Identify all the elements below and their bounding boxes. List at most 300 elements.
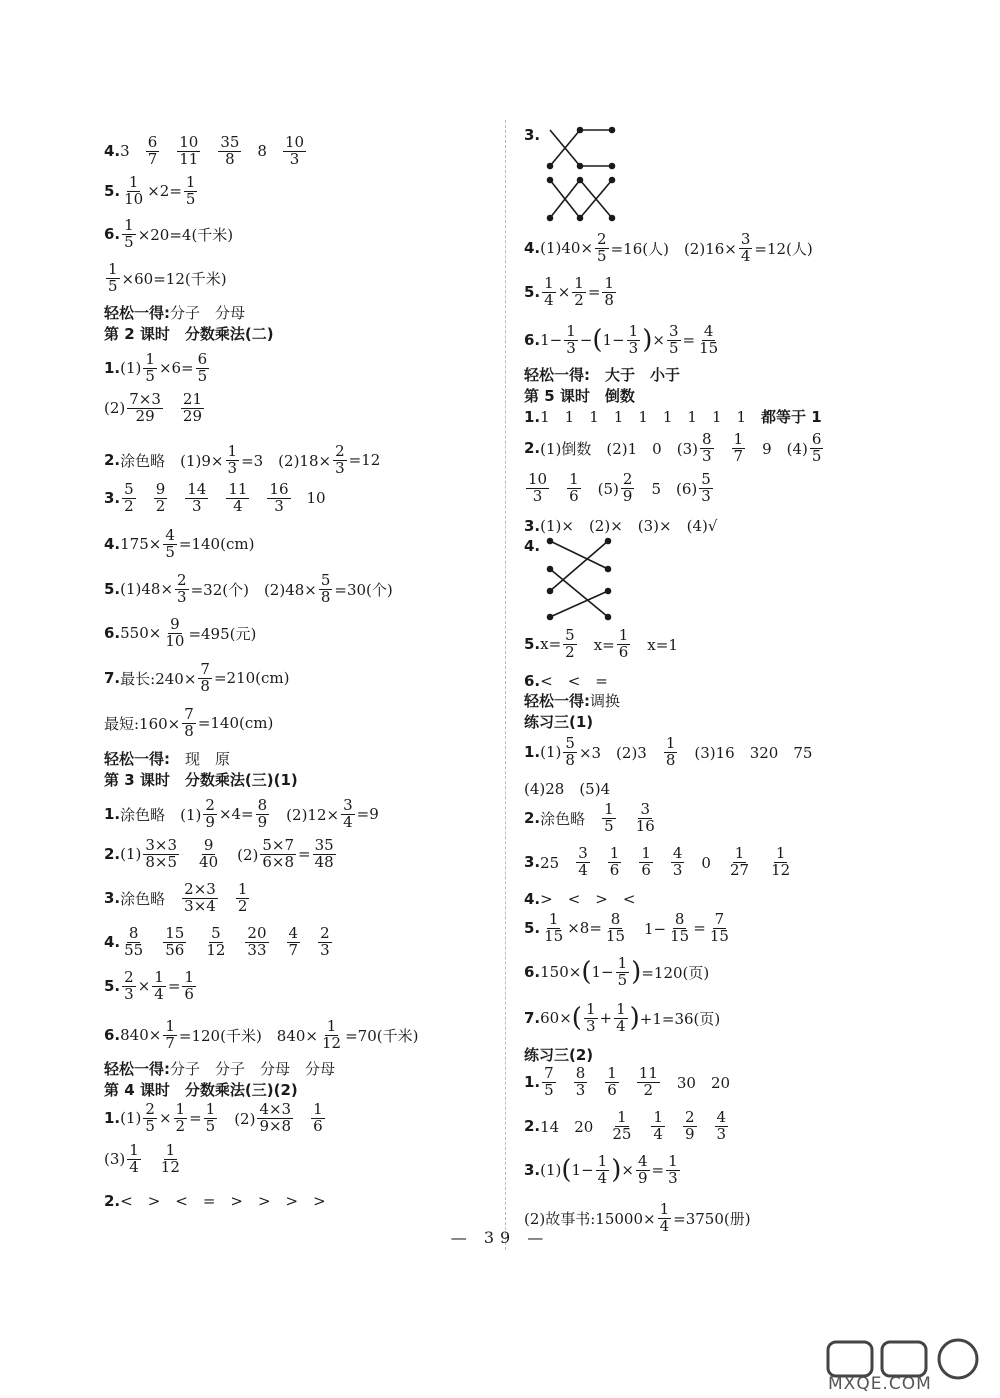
denominator: 15 [699,338,719,357]
fraction [175,573,189,606]
numerator: 1 [175,1100,186,1118]
numerator: 2 [335,442,345,460]
answer-line [104,1190,326,1211]
answer-text: x=1 [632,635,678,654]
answer-line [524,537,540,555]
numerator: 1 [544,274,554,292]
answer-line [524,1110,730,1143]
answer-text: = [298,845,311,864]
label-text: 5. [524,283,541,302]
denominator: 4 [616,1016,626,1035]
answer-line [104,573,393,606]
answer-line [524,802,659,835]
numerator: 7 [200,660,210,678]
answer-line [524,711,593,732]
numerator: 10 [528,470,548,488]
answer-text: 30 20 [661,1073,731,1092]
fraction [197,838,220,871]
denominator: 6 [569,486,579,505]
answer-text: ×6= [158,359,194,378]
numerator: 1 [313,1100,323,1118]
fraction [218,135,241,168]
numerator: 8 [257,796,268,814]
numerator: 3 [578,844,588,862]
numerator: 2 [684,1108,695,1126]
fraction [576,846,590,879]
fraction [106,262,120,295]
fraction [667,324,681,357]
denominator: 2 [124,496,134,515]
answer-line [104,769,298,790]
answer-text: 1 1 1 1 1 1 1 1 1 [540,408,762,426]
answer-text: =210(cm) [213,669,290,688]
answer-text: 5 (6) [636,479,698,498]
denominator: 15 [544,926,564,945]
denominator: 8 [320,587,331,606]
fraction [204,926,227,959]
answer-line [524,912,733,945]
label-text: 1. [104,1109,121,1128]
answer-text: (5) [582,479,619,498]
answer-line [524,778,610,799]
answer-text: + [599,1009,613,1028]
answer-text: =12(人) [754,239,813,258]
denominator: 2 [237,896,248,915]
fraction [185,482,208,515]
answer-text: ×4= [218,805,254,824]
fraction [245,926,268,959]
denominator: 6 [641,860,651,879]
answer-text: 1− [629,919,667,938]
denominator: 12 [160,1157,180,1176]
denominator: 3 [716,1124,727,1143]
label-text: 1. [524,743,541,762]
answer-line [524,324,722,357]
fraction [163,617,186,650]
answer-line [524,888,635,909]
label-text: 轻松一得: [104,1060,170,1078]
fraction [604,912,627,945]
numerator: 1 [628,322,639,340]
fraction [163,926,186,959]
fraction [236,882,250,915]
numerator: 1 [617,1108,627,1126]
numerator: 10 [284,133,305,151]
label-text: 第 5 课时 倒数 [524,387,635,405]
fraction [634,802,657,835]
answer-text: (3)16 320 75 [679,743,813,762]
denominator: 3 [289,149,300,168]
denominator: 12 [322,1033,342,1052]
answer-text: × [652,331,665,350]
denominator: 8 [565,750,575,769]
denominator: 25 [612,1124,632,1143]
answer-text: = [651,1161,665,1180]
fraction [184,175,198,208]
numerator: 7 [184,705,194,723]
page-number: — 39 — [450,1228,550,1247]
label-text: 7. [524,1009,541,1028]
answer-line [524,432,825,465]
numerator: 1 [607,1064,617,1082]
denominator: 9×8 [259,1116,292,1135]
label-text: 5. [104,977,121,996]
label-text: 3. [524,853,541,872]
fraction [616,956,630,989]
answer-line [104,218,233,251]
numerator: 3×3 [145,836,178,854]
denominator: 3 [320,940,330,959]
denominator: 8 [184,721,194,740]
answer-text: − [579,331,593,350]
numerator: 3 [668,322,679,340]
numerator: 1 [108,260,118,278]
answer-text: 涂色略 (1)9× [120,451,224,470]
answer-text: × [137,977,151,996]
answer-text: ×3 (2)3 [578,743,662,762]
label-text: 3. [104,489,121,508]
numerator: 4 [672,844,683,862]
label-text: 2. [104,451,121,470]
answer-line [524,385,635,406]
fraction [602,802,616,835]
fraction [143,352,157,385]
numerator: 35 [314,836,334,854]
answer-text: 最短:160× [104,714,181,733]
label-text: 1. [104,359,121,378]
denominator: 7 [288,940,299,959]
numerator: 5 [320,571,331,589]
label-text: 7. [104,669,121,688]
answer-text: 最长:240× [120,669,197,688]
fraction [313,838,336,871]
fraction [699,472,713,505]
fraction [683,1110,697,1143]
answer-text: (1) [540,1161,562,1180]
denominator: 8 [200,676,210,695]
answer-text: =140(cm) [178,535,255,554]
numerator: 11 [638,1064,658,1082]
parenthesis: ( [561,1155,572,1186]
fraction [617,628,631,661]
numerator: 1 [733,430,744,448]
numerator: 1 [548,910,559,928]
denominator: 27 [729,860,750,879]
answer-text: = [693,919,706,938]
fraction [572,276,586,309]
answer-text: 60× [540,1009,572,1028]
numerator: 1 [617,954,628,972]
answer-text: (2) [222,845,259,864]
answer-text: (1) [120,1109,142,1128]
answer-line [104,970,198,1003]
denominator: 6 [184,984,194,1003]
fraction [614,1002,628,1035]
fraction [143,838,179,871]
answer-line [524,364,680,385]
numerator: 1 [668,1152,678,1170]
fraction [668,912,691,945]
numerator: 1 [641,844,651,862]
numerator: 5 [565,626,575,644]
fraction [174,1102,188,1135]
answer-text: =120(千米) 840× [178,1026,318,1045]
answer-text: < < = [540,672,608,690]
answer-line [104,617,256,650]
fraction [697,324,720,357]
fraction [319,573,333,606]
numerator: 10 [179,133,199,151]
answer-text: =30(个) [334,580,393,599]
answer-text: =3750(册) [673,1209,751,1228]
column-divider [505,120,506,1250]
answer-text: ×60=12(千米) [121,269,227,288]
label-text: 轻松一得: [104,750,170,768]
parenthesis: ( [571,1003,582,1034]
label-text: 3. [104,889,121,908]
denominator: 8×5 [145,852,178,871]
denominator: 5 [108,276,118,295]
numerator: 2 [205,796,215,814]
answer-text: =495(元) [188,624,257,643]
denominator: 16 [635,816,655,835]
numerator: 2 [124,968,134,986]
denominator: 40 [199,852,219,871]
answer-text: (1) [540,743,562,762]
answer-text: (4)28 (5)4 [524,780,611,798]
denominator: 29 [135,406,155,425]
numerator: 1 [665,734,676,752]
denominator: 5 [185,189,196,208]
denominator: 55 [124,940,144,959]
answer-line [104,662,289,695]
denominator: 5 [165,542,175,561]
fraction [163,528,177,561]
label-text: 3. [524,126,541,144]
denominator: 15 [709,926,729,945]
fraction [542,1066,556,1099]
answer-text: +1=36(页) [639,1009,721,1028]
fraction [177,135,200,168]
answer-text: ×2= [147,182,182,201]
denominator: 2 [155,496,166,515]
numerator: 7 [544,1064,554,1082]
numerator: 3 [343,796,353,814]
numerator: 7×3 [129,390,161,408]
fraction [728,846,751,879]
numerator: 4 [716,1108,727,1126]
numerator: 1 [326,1017,337,1035]
fraction [542,912,565,945]
fraction [122,482,136,515]
denominator: 8 [225,149,235,168]
fraction [666,1154,680,1187]
denominator: 12 [206,940,226,959]
answer-text: =120(页) [641,963,710,982]
numerator: 14 [187,480,207,498]
fraction [664,736,678,769]
parenthesis: ( [592,325,603,356]
numerator: 8 [128,924,139,942]
numerator: 4 [165,526,175,544]
fraction [122,926,145,959]
denominator: 3 [274,496,284,515]
answer-line [524,406,822,427]
answer-line [104,1058,335,1079]
answer-line [524,515,717,536]
answer-text: (2)12× [271,805,340,824]
label-text: 轻松一得: 大于 小于 [524,366,680,384]
denominator: 56 [165,940,185,959]
answer-text: 9 (4) [747,439,808,458]
numerator: 1 [569,470,579,488]
answer-line [104,1143,184,1176]
numerator: 1 [154,968,164,986]
label-text: 练习三(1) [524,713,594,731]
answer-text: 150× [540,963,582,982]
numerator: 1 [604,800,614,818]
denominator: 7 [733,446,744,465]
numerator: 16 [269,480,289,498]
parenthesis: ) [629,1003,640,1034]
fraction [122,218,136,251]
label-text: 4. [104,535,121,554]
denominator: 3 [192,496,202,515]
fraction [122,175,145,208]
answer-text: 现 原 [170,750,231,768]
answer-line [524,1002,720,1035]
fraction [637,1066,660,1099]
answer-line [524,846,794,879]
answer-line [524,628,678,661]
denominator: 5 [205,1116,216,1135]
label-text: 2. [104,1191,121,1210]
numerator: 1 [184,968,194,986]
answer-line [524,670,608,691]
numerator: 5 [701,470,711,488]
numerator: 1 [597,1152,608,1170]
numerator: 1 [659,1200,670,1218]
denominator: 3 [585,1016,596,1035]
answer-text: < > < = > > > > [120,1192,326,1210]
answer-text: =9 [356,805,379,824]
fraction [159,1143,182,1176]
label-text: 6. [524,671,541,690]
fraction [595,232,609,265]
answer-line [104,528,254,561]
fraction [627,324,641,357]
fraction [182,707,196,740]
label-text: 练习三(2) [524,1046,594,1064]
answer-line [104,352,211,385]
fraction [152,970,166,1003]
answer-text: =3 (2)18× [241,451,332,470]
answer-text: 分子 分子 分母 分母 [170,1060,336,1078]
answer-text: = [167,977,181,996]
fraction [526,472,549,505]
fraction [267,482,290,515]
label-text: 3. [524,1161,541,1180]
label-text: 轻松一得: [524,692,590,710]
denominator: 6 [313,1116,323,1135]
fraction [182,970,196,1003]
fraction [596,1154,610,1187]
fraction [122,970,136,1003]
numerator: 4 [288,924,299,942]
denominator: 9 [257,812,268,831]
answer-text: 25 [540,853,575,872]
answer-line [104,707,273,740]
fraction [608,846,622,879]
fraction [318,926,332,959]
numerator: 3 [640,800,651,818]
parenthesis: ) [642,325,653,356]
label-text: 轻松一得: [104,304,170,322]
numerator: 9 [203,836,214,854]
answer-line [104,392,206,425]
denominator: 2 [565,642,575,661]
numerator: 1 [128,173,139,191]
label-text: 4. [104,142,121,161]
numerator: 4 [637,1152,648,1170]
answer-text: = [682,331,696,350]
fraction [563,736,577,769]
denominator: 4 [343,812,353,831]
denominator: 3 [532,486,543,505]
fraction [700,432,714,465]
denominator: 6 [618,642,629,661]
denominator: 3 [566,338,576,357]
denominator: 6 [609,860,620,879]
fraction [621,472,635,505]
numerator: 3 [740,230,751,248]
fraction [769,846,792,879]
numerator: 11 [228,480,248,498]
fraction [639,846,653,879]
numerator: 2 [622,470,633,488]
label-text: 1. [104,805,121,824]
fraction [610,1110,633,1143]
fraction [732,432,746,465]
fraction [715,1110,729,1143]
fraction [154,482,168,515]
numerator: 1 [185,173,196,191]
numerator: 5 [565,734,575,752]
denominator: 3 [177,587,187,606]
fraction [181,392,204,425]
numerator: 1 [618,626,629,644]
numerator: 6 [197,350,208,368]
answer-text: × [621,1161,634,1180]
parenthesis: ( [581,957,592,988]
answer-text: x= [578,635,615,654]
label-text: 6. [524,963,541,982]
denominator: 4 [233,496,243,515]
numerator: 1 [574,274,584,292]
answer-text: =32(个) (2)48× [190,580,317,599]
denominator: 5 [668,338,679,357]
label-text: 2. [104,845,121,864]
answer-line [104,444,380,477]
answer-text: 3 [120,142,130,161]
label-text: 6. [104,1026,121,1045]
answer-line [104,1102,327,1135]
denominator: 4 [544,290,554,309]
denominator: 7 [147,149,158,168]
denominator: 4 [740,246,751,265]
answer-line [104,926,334,959]
numerator: 35 [220,133,240,151]
